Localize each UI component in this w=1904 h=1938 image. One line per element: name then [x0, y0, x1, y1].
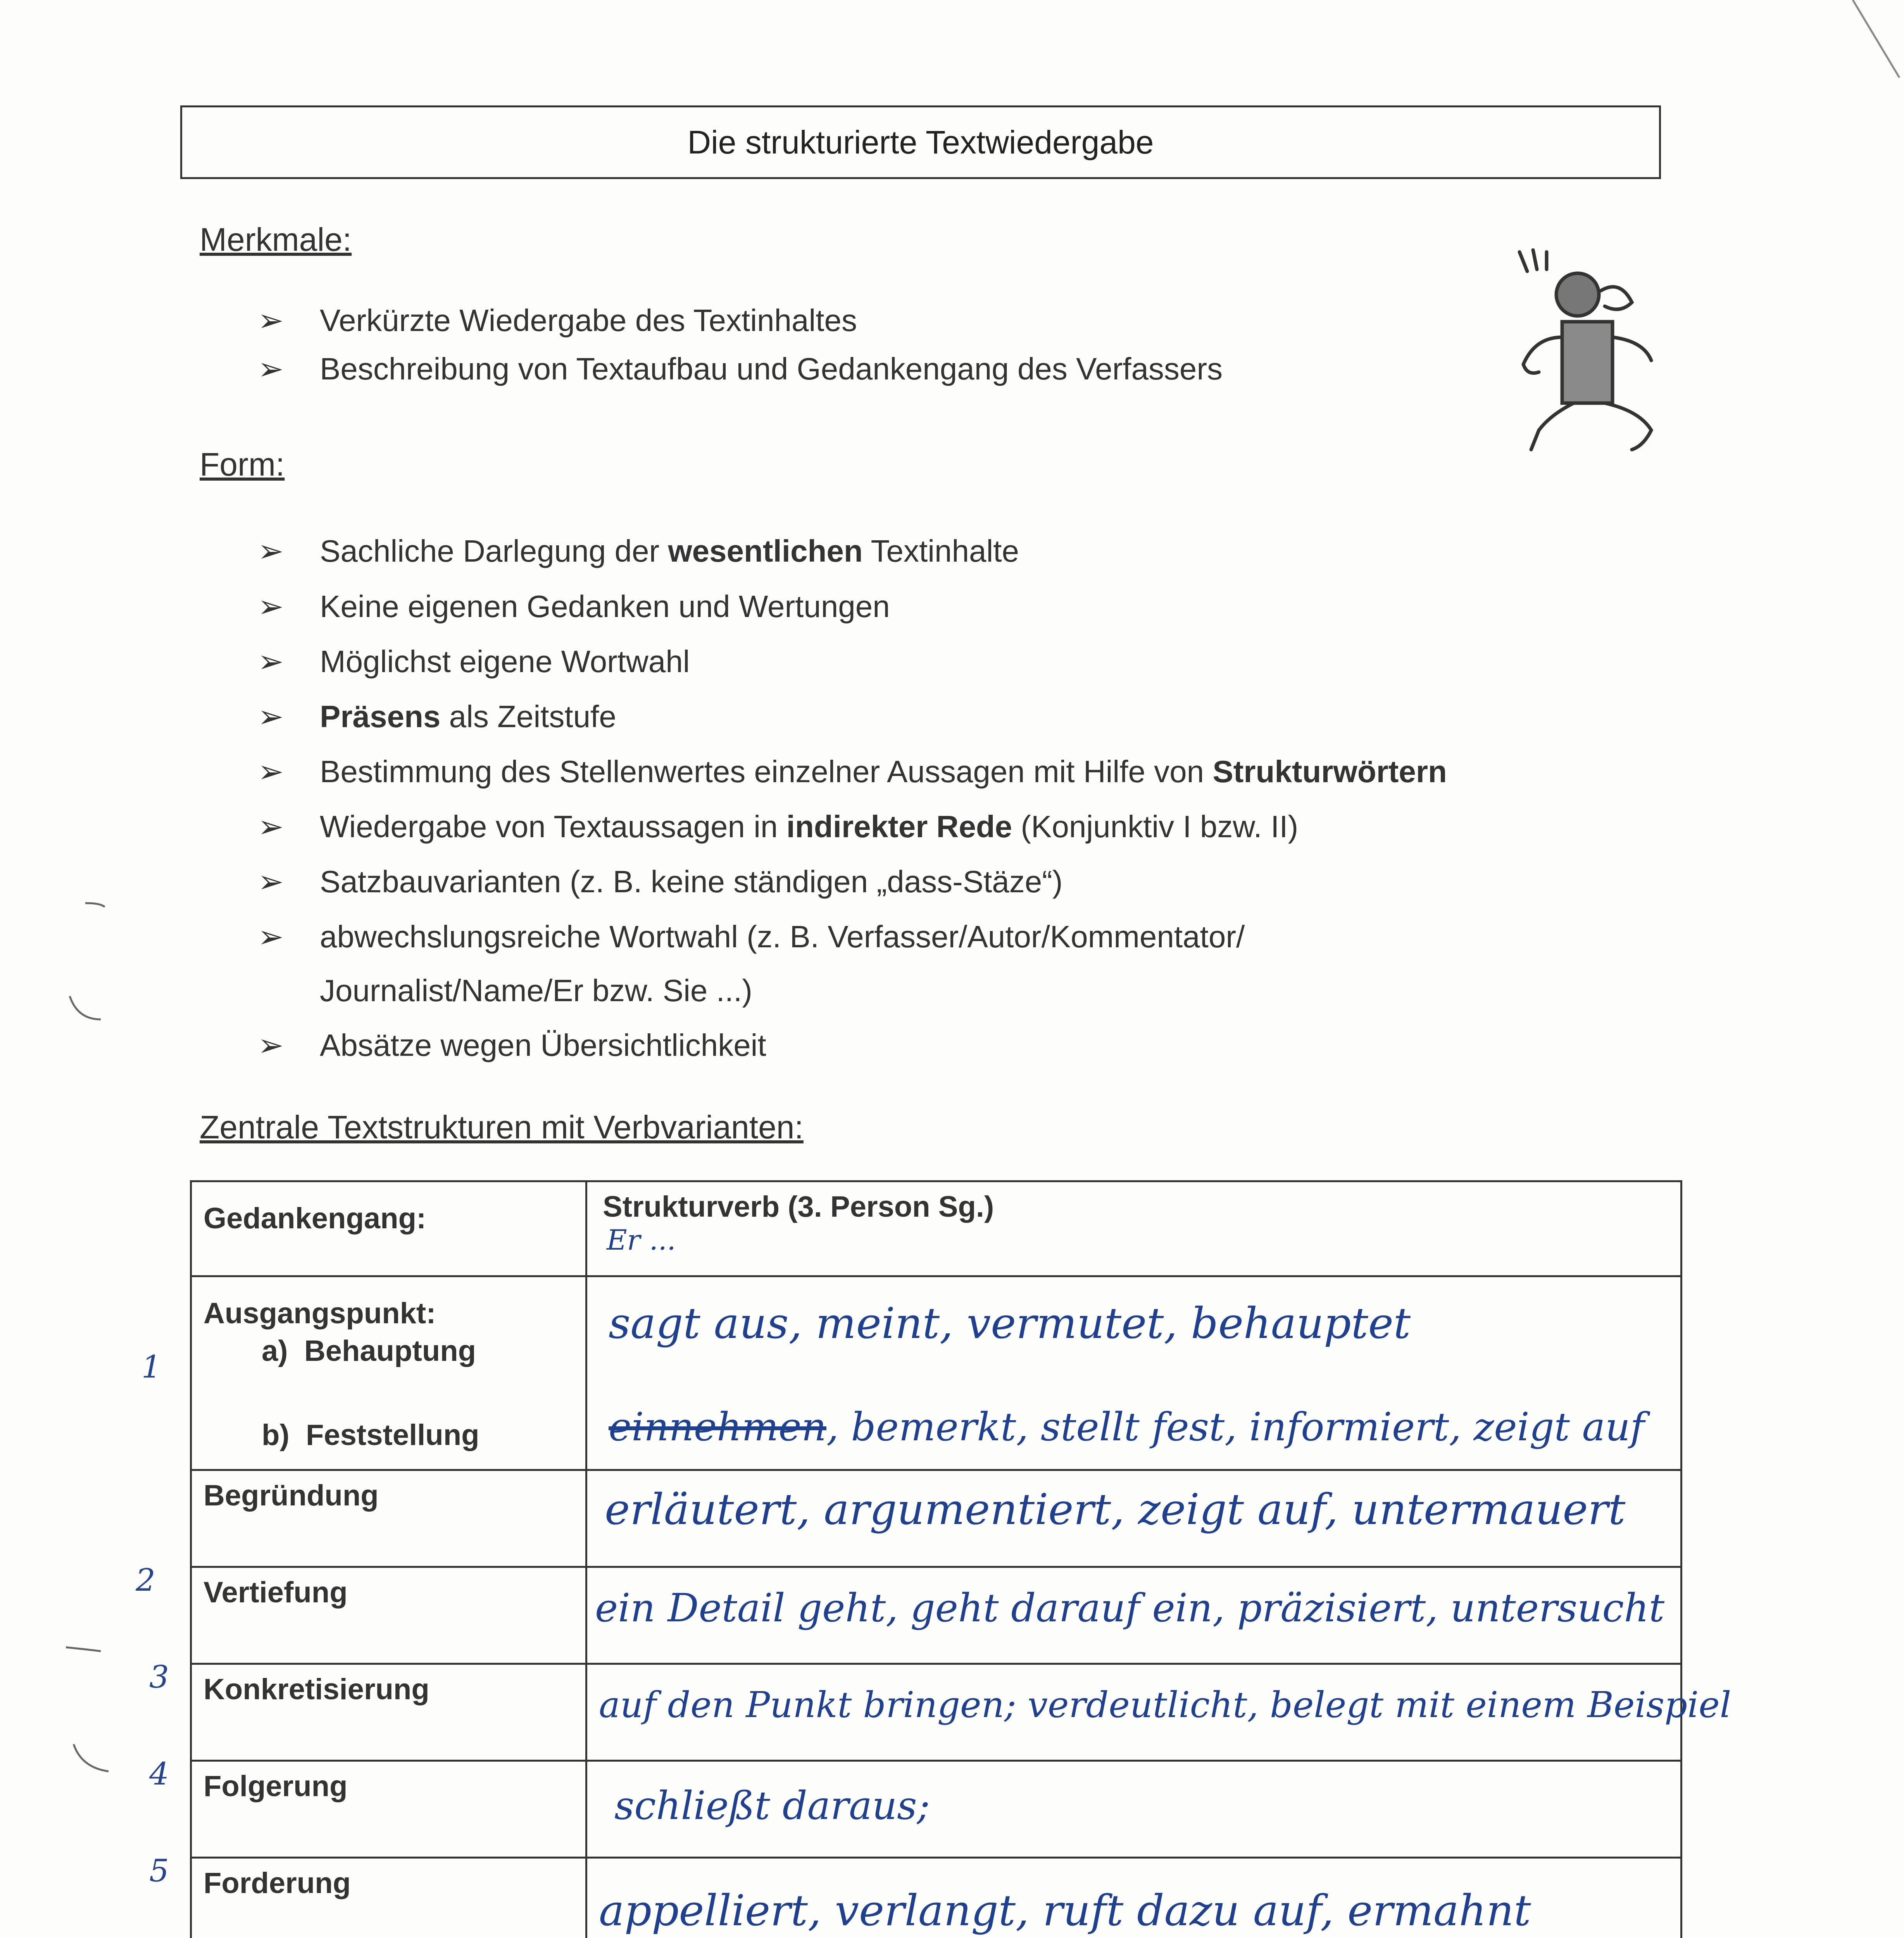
table-row: [191, 1858, 1682, 1938]
scan-edge-marks: [31, 891, 116, 1822]
verbs-cell: schließt daraus;: [586, 1761, 1682, 1858]
arrow-bullet-icon: ➢: [258, 754, 284, 789]
feststellung-verbs: einnehmen, bemerkt, stellt fest, informiert, zeigt auf: [609, 1404, 1645, 1450]
arrow-bullet-icon: ➢: [258, 864, 284, 899]
arrow-bullet-icon: ➢: [258, 352, 284, 386]
table-row: [191, 1761, 1682, 1858]
merkmale-item: ➢ Beschreibung von Textaufbau und Gedankengang des Verfassers: [258, 352, 1223, 386]
figure-drawing-icon: [1504, 248, 1682, 465]
margin-number: 3: [149, 1659, 169, 1695]
form-item: ➢ Bestimmung des Stellenwertes einzelner Aussagen mit Hilfe von Strukturwörtern: [258, 754, 1447, 789]
arrow-bullet-icon: ➢: [258, 699, 284, 734]
arrow-bullet-icon: ➢: [258, 303, 284, 338]
verbs-cell: appelliert, verlangt, ruft dazu auf, ermahnt: [586, 1858, 1682, 1938]
ausgangspunkt-cell: Ausgangspunkt: a) Behauptung b) Feststellung: [191, 1276, 586, 1470]
zentrale-heading: Zentrale Textstrukturen mit Verbvarianten:: [200, 1109, 804, 1145]
table-header-row: [191, 1181, 1682, 1276]
verbs-cell: ein Detail geht, geht darauf ein, präzisiert, untersucht: [586, 1567, 1682, 1664]
arrow-bullet-icon: ➢: [258, 919, 284, 954]
label-cell: Forderung: [191, 1858, 586, 1938]
page-title: Die strukturierte Textwiedergabe: [687, 124, 1154, 160]
behauptung-verbs: sagt aus, meint, vermutet, behauptet: [609, 1298, 1411, 1348]
form-item: ➢ Wiedergabe von Textaussagen in indirekter Rede (Konjunktiv I bzw. II): [258, 809, 1299, 844]
verbs-cell: auf den Punkt bringen; verdeutlicht, belegt mit einem Beispiel: [586, 1664, 1682, 1761]
table-row: [191, 1470, 1682, 1567]
table-row: [191, 1567, 1682, 1664]
title-box: [180, 105, 1661, 179]
corner-fold-mark: [1845, 0, 1904, 93]
form-item: ➢ Keine eigenen Gedanken und Wertungen: [258, 589, 890, 624]
table-header-cell: Gedankengang:: [191, 1181, 586, 1276]
structure-table: [190, 1180, 1732, 1938]
arrow-bullet-icon: ➢: [258, 809, 284, 844]
form-item: ➢ Satzbauvarianten (z. B. keine ständigen „dass-Stäze“): [258, 864, 1063, 899]
form-item: ➢ Möglichst eigene Wortwahl: [258, 644, 690, 679]
table-row: [191, 1664, 1682, 1761]
form-heading: Form:: [200, 446, 285, 483]
label-cell: Folgerung: [191, 1761, 586, 1858]
form-item: ➢ Präsens als Zeitstufe: [258, 699, 616, 734]
arrow-bullet-icon: ➢: [258, 1028, 284, 1062]
arrow-bullet-icon: ➢: [258, 589, 284, 624]
merkmale-heading: Merkmale:: [200, 221, 352, 258]
label-cell: Konkretisierung: [191, 1664, 586, 1761]
margin-number: 1: [141, 1349, 161, 1385]
verbs-cell: [586, 1276, 1682, 1375]
label-cell: Begründung: [191, 1470, 586, 1567]
merkmale-item: ➢ Verkürzte Wiedergabe des Textinhaltes: [258, 303, 857, 338]
margin-number: 2: [136, 1562, 155, 1598]
form-item: ➢ abwechslungsreiche Wortwahl (z. B. Verfasser/Autor/Kommentator/: [258, 919, 1245, 954]
verbs-cell: [586, 1375, 1682, 1470]
header-note: Er ...: [607, 1224, 676, 1256]
table-header-cell: Strukturverb (3. Person Sg.) Er ...: [586, 1181, 1682, 1276]
arrow-bullet-icon: ➢: [258, 644, 284, 679]
margin-number: 4: [149, 1756, 169, 1792]
arrow-bullet-icon: ➢: [258, 534, 284, 568]
label-cell: Vertiefung: [191, 1567, 586, 1664]
form-item: ➢ Absätze wegen Übersichtlichkeit: [258, 1028, 766, 1062]
table-row: [191, 1276, 1682, 1375]
form-item-continuation: Journalist/Name/Er bzw. Sie ...): [320, 973, 752, 1008]
form-item: ➢ Sachliche Darlegung der wesentlichen Textinhalte: [258, 534, 1019, 568]
verbs-cell: erläutert, argumentiert, zeigt auf, untermauert: [586, 1470, 1682, 1567]
margin-number: 5: [149, 1853, 169, 1889]
